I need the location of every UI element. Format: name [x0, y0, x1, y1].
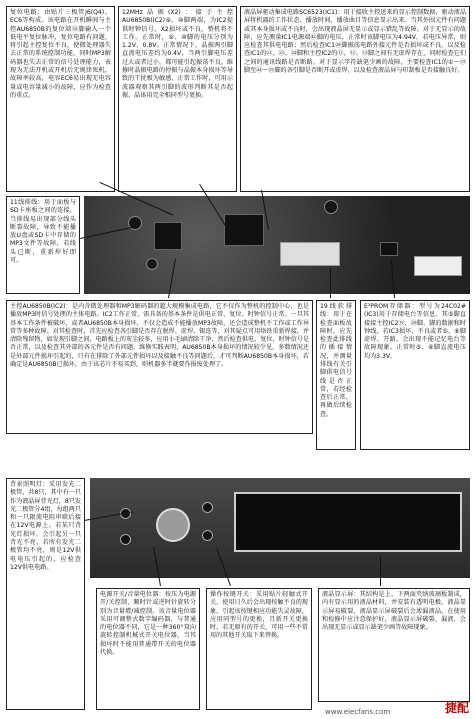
capacitor — [324, 200, 338, 214]
lcd-driver-note: 液晶屏驱动集成电路SC6523(IC1)：用于接收主控送来的显示控制数据，驱动液晶屏将机器的工作状态、播放时间、播放曲目等信息显示出来。当其外围元件有问题或其本身损坏或不良时，会出现液晶屏无显示或显示错乱等故障。对于无显示的故障，应先测量IC1电源端㊷脚的电压，正常时该脚电压为4.94V，若电压异常，则应检查其供电电路；然后检查IC1⑳脚振荡电路外接元件是否损坏或不良，以及检查IC1的㉑、㉓、㉔脚和主控IC2的⑪、⑫、⑬脚之间有无虚焊存在，同时检查它们之间的通讯线路是否断路。对于显示字符缺笔少画的故障，主要检查IC1的①～⑲脚至㊹～㊴脚的各引脚是否断开或虚焊，以及检查液晶屏与印制板是否接触良好。 — [240, 6, 470, 192]
volume-knob — [156, 508, 190, 542]
pcb-photo-top — [84, 196, 470, 294]
main-ic-note: 主控AU6850B(IC2)：是内含微处理器和MP3解码器的超大规模集成电路，它不仅作为整机的控制中心，也是播放MP3时信号处理的主体电路。IC2工作正常，需具备的基本条件是供电正常、复位、时钟信号正常。一旦其基本工作条件被破坏，或者AU6850B本身损坏，不仅会造成不能播放MP3故障，还会造成整机不工作或工作异常等多种故障。对其检查时，首先应检查各引脚是否存在脱焊、虚焊、锡连等，对其疑点可用烙铁重新焊接，并清除残留物，如发现引脚之间、电路板上的灰尘较多，应用小毛刷清除干净，然后检查供电、复位、时钟信号是否正常，以及检查其外部的各元件是否有问题，维修实践表明，AU6850B本身损坏的情况较少见，多数情况还是外部元件损坏引起的，只有在排除了外部元件损坏以及接触不良等问题后，才可判断AU6850B本身损坏，若确定是AU6850B已损坏，由于该芯片不易买到，则机器多半就要作报废处理了。 — [6, 300, 313, 434]
capacitor — [146, 258, 158, 270]
reset-circuit-note: 复位电路：由贴片三极管J6(Q4)、EC6等构成。该电路在开机瞬间与主控AU6850B的复位端⑭脚输入一个低电平复位脉冲，复位电路有问题，将引起主控复位不良，使微处理器失去正常的系统控制功能，同时MP3解码器也失去正常的信号处理能力，表现为无法开机或开机后无规律死机，故障率较高，电容EC6易出现无电容量或电容量减小的故障，应作为检查的重点。 — [6, 6, 115, 192]
lcd-panel — [234, 492, 462, 552]
watermark-logo: 捷配 — [444, 701, 469, 715]
crystal-note: 12MHz晶振(X2)：接于主控AU6850B(IC2)⑨、⑩脚两端，为IC2提供时钟信号，X2损坏或不良，整机将不工作。正常时，⑨、⑩脚的电压分别为1.2V、0.8V。正常情况下，晶振两引脚直流电压差约为0.4V，当两引脚电压差过大或者过小，都可能引起振荡不良。维修时晶振电路的停振与晶振本身损坏等导致的干扰极为敏感，正常工作时，可用示波器观察其两引脚的波形判断其是否起振，晶体用完全相同型号更换。 — [118, 6, 237, 192]
leader-line — [380, 556, 381, 586]
leader-line — [330, 268, 331, 298]
volume-switch-note: 电源开关/音量电位器：按压为电源开/关控制，顺时针或逆时针旋转分别为音量增/减控制。该音量电位器采用可调整式数字编码器，与普通的电位器不同，它是一种360°双向旋转控制机械式开关电位器，当其损坏时不能用普通带开关的电位器代换。 — [96, 588, 200, 710]
white-connector — [414, 256, 462, 276]
button — [120, 534, 131, 545]
backlight-note: 背景照明灯：采用发光二极管，共8只，其中有一只作为液晶屏背光灯，8只发光二极管分4组，每组两只和一只限流电阻串联后接在12V电源上。若某只背光灯损坏，会引起另一只背光不亮，若所有发光二极管均不亮，则是12V供电电压引起的，应检查12V供电电路。 — [6, 478, 85, 710]
lcd-screen-note: 液晶显示屏：其结构是上、下两面夹纳玻璃板制成，内有显示用的液晶材料，并安装有透明电极。液晶显示屏易破裂，液晶显示屏破裂后会渗漏液晶，在使用和检修中应注意保护好，液晶显示屏破裂、漏液，会出现无显示或显示缺笔少画等故障现象。 — [318, 588, 470, 702]
eeprom-note: E²PROM存储器：型号为24C02#(IC3)用于存储电台等信息。其⑤脚直接接主控IC2⑲、⑳脚，脚的数据和时钟线，若IC3损坏、不良或者⑤、⑥脚虚焊、开路，会出现不能记忆电台等故障现象。正常时⑤、⑥脚直流电压均为3.3V。 — [360, 300, 470, 450]
watermark-url: www.elecfans.com — [325, 708, 391, 716]
ribbon-19-note: 19线软排线：用于在检查面板故障时，应先检查此排线的插接情况，并测量排线有关引脚供电信号线是否正常，若经检查后正常，再做后续检查。 — [316, 300, 356, 450]
chip-ic1 — [224, 214, 264, 246]
ribbon-connector — [280, 242, 340, 266]
chip-eeprom — [380, 242, 398, 256]
pcb-photo-bottom — [90, 478, 470, 578]
ribbon-11-note: 11线排线：用于面板与SD卡座板之间的连接，当排线易出现部分线头断裂故障，导致不能播放U盘或SD卡中存储的MP3文件等故障，若线头已断，重新焊好即可。 — [6, 196, 80, 294]
button — [202, 530, 213, 541]
button — [202, 502, 213, 513]
chip-ic2 — [154, 222, 182, 250]
key-switch-note: 操作按键开关：采用贴片轻触式开关，使用日久后会出现按触不良的现象，引起该按键相应功能失灵故障，应用同型号的更换，且新开关更换时，若无原有的开关，可用一些不常用的其他开关取下来替换。 — [206, 588, 312, 710]
